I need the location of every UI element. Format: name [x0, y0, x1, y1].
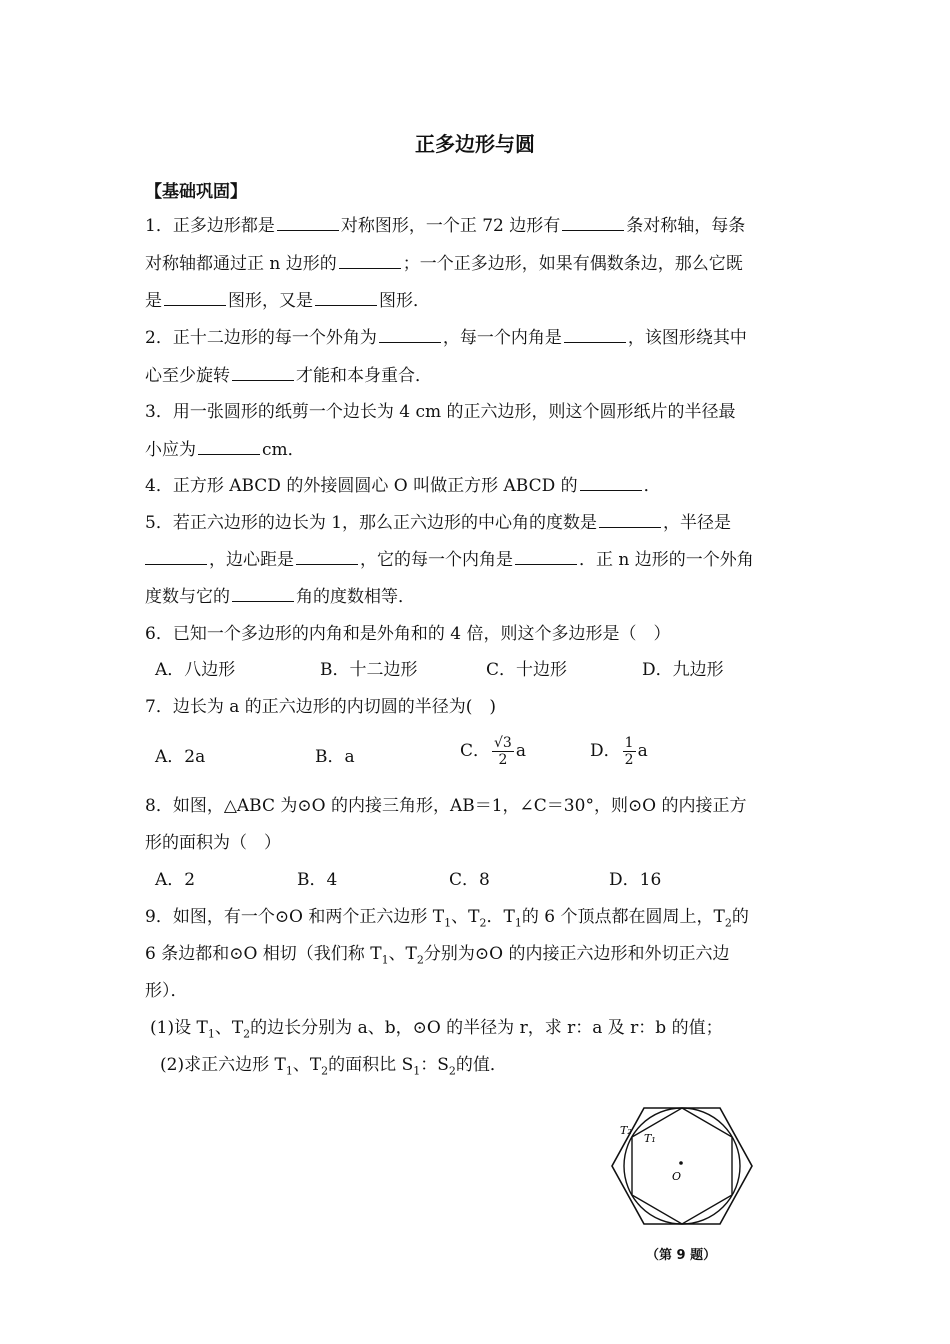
q7-option-d[interactable]: D． $\frac{1}{2}$ a: [590, 735, 648, 768]
q9-line3: 形）．: [145, 981, 188, 1001]
q5-line1: 5．若正六边形的边长为 1，那么正六边形的中心角的度数是 ，半径是: [145, 513, 732, 533]
answer-blank[interactable]: [562, 214, 624, 231]
q1-line2: 对称轴都通过正 n 边形的 ；一个正多边形，如果有偶数条边，那么它既: [145, 254, 743, 274]
inner-hexagon-t1: [632, 1108, 732, 1224]
answer-blank[interactable]: [599, 511, 661, 528]
q6-option-d[interactable]: D．九边形: [642, 660, 724, 680]
q7-option-b[interactable]: B．a: [315, 747, 355, 767]
q9-line2: 6 条边都和⊙O 相切（我们称 $T_1$、$T_2$分别为⊙O 的内接正六边形和外切正六边: [145, 944, 730, 967]
answer-blank[interactable]: [515, 548, 577, 565]
q7-option-a[interactable]: A．2a: [155, 747, 206, 767]
q6-stem: 6．已知一个多边形的内角和是外角和的 4 倍，则这个多边形是（ ）: [145, 624, 671, 644]
section-heading: 【基础巩固】: [145, 182, 247, 202]
q7-option-c[interactable]: C． $\frac{√3}{2}$ a: [460, 735, 526, 768]
answer-blank[interactable]: [198, 438, 260, 455]
label-t2: T₂: [620, 1124, 632, 1137]
q3-line2: 小应为 cm．: [145, 440, 305, 460]
q1-line3: 是 图形，又是 图形．: [145, 291, 430, 311]
answer-blank[interactable]: [164, 289, 226, 306]
q4-line1: 4．正方形 ABCD 的外接圆圆心 O 叫做正方形 ABCD 的 ．: [145, 476, 661, 496]
answer-blank[interactable]: [277, 214, 339, 231]
q5-line3: 度数与它的 角的度数相等．: [145, 587, 415, 607]
circle-o: [624, 1108, 740, 1224]
q6-option-a[interactable]: A．八边形: [155, 660, 236, 680]
q8-option-a[interactable]: A．2: [155, 870, 196, 890]
answer-blank[interactable]: [145, 548, 207, 565]
fraction: $\frac{1}{2}$: [624, 735, 634, 768]
fraction: $\frac{√3}{2}$: [494, 735, 512, 768]
figure-caption: （第 9 题）: [646, 1248, 717, 1263]
q8-option-d[interactable]: D．16: [609, 870, 662, 890]
q2-line2: 心至少旋转 才能和本身重合．: [145, 366, 432, 386]
label-t1: T₁: [644, 1132, 656, 1145]
q1-line1: 1．正多边形都是 对称图形，一个正 72 边形有 条对称轴，每条: [145, 216, 746, 236]
q5-line2: ，边心距是 ，它的每一个内角是 ．正 n 边形的一个外角: [145, 548, 754, 572]
q8-line1: 8．如图，△ABC 为⊙O 的内接三角形，AB＝1，∠C＝30°，则⊙O 的内接正方: [145, 796, 747, 816]
answer-blank[interactable]: [315, 289, 377, 306]
q6-option-b[interactable]: B．十二边形: [320, 660, 418, 680]
q9-part2: (2)求正六边形 $T_1$、$T_2$的面积比 $S_1$：$S_2$的值．: [160, 1055, 507, 1078]
center-point: [679, 1161, 683, 1165]
label-o: O: [672, 1170, 682, 1183]
q8-option-b[interactable]: B．4: [297, 870, 338, 890]
answer-blank[interactable]: [580, 474, 642, 491]
q9-line1: 9．如图，有一个⊙O 和两个正六边形 $T_1$、$T_2$．$T_1$的 6 个顶点都在圆周上，$T_2$的: [145, 907, 749, 930]
answer-blank[interactable]: [296, 548, 358, 565]
q2-line1: 2．正十二边形的每一个外角为 ，每一个内角是 ，该图形绕其中: [145, 328, 747, 348]
answer-blank[interactable]: [232, 585, 294, 602]
answer-blank[interactable]: [232, 364, 294, 381]
q3-line1: 3．用一张圆形的纸剪一个边长为 4 cm 的正六边形，则这个圆形纸片的半径最: [145, 402, 736, 422]
q8-option-c[interactable]: C．8: [449, 870, 490, 890]
answer-blank[interactable]: [564, 326, 626, 343]
q9-part1: (1)设 $T_1$、$T_2$的边长分别为 a、b，⊙O 的半径为 r，求 r：a 及 r：b 的值；: [150, 1018, 723, 1041]
answer-blank[interactable]: [339, 252, 401, 269]
q8-line2: 形的面积为（ ）: [145, 833, 281, 853]
outer-hexagon-t2: [612, 1108, 752, 1224]
q7-stem: 7．边长为 a 的正六边形的内切圆的半径为( ): [145, 697, 497, 717]
page-title: 正多边形与圆: [415, 132, 535, 156]
answer-blank[interactable]: [379, 326, 441, 343]
hexagon-circle-figure: [608, 1106, 756, 1230]
q6-option-c[interactable]: C．十边形: [486, 660, 568, 680]
